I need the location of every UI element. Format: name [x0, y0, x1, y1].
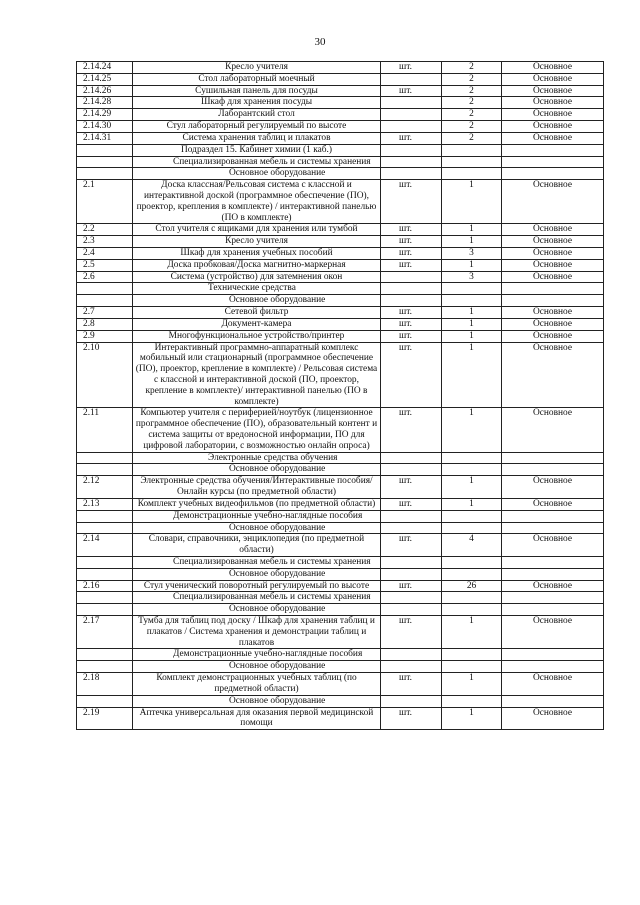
- item-type: Основное: [502, 318, 604, 330]
- item-quantity: 3: [442, 248, 502, 260]
- item-type: Основное: [502, 707, 604, 730]
- item-unit: шт.: [381, 132, 442, 144]
- empty-cell: [442, 144, 502, 156]
- item-name: Комплект демонстрационных учебных таблиц (по предметной области): [133, 673, 381, 696]
- item-unit: шт.: [381, 259, 442, 271]
- item-type: Основное: [502, 85, 604, 97]
- category-heading-text: Основное оборудование: [133, 295, 381, 307]
- group-heading-row: [77, 592, 604, 604]
- item-unit: шт.: [381, 476, 442, 499]
- group-heading-text: Специализированная мебель и системы хранения: [133, 592, 381, 604]
- group-heading-text: Технические средства: [133, 283, 381, 295]
- section-heading-text: Подраздел 15. Кабинет химии (1 каб.): [133, 144, 381, 156]
- table-row: [77, 85, 604, 97]
- item-name: Стол учителя с ящиками для хранения или тумбой: [133, 224, 381, 236]
- empty-cell: [442, 695, 502, 707]
- item-unit: [381, 109, 442, 121]
- item-name: Интерактивный программно-аппаратный комплекс мобильный или стационарный (программное обеспечение (ПО), проектор, крепление в комплекте) / Рельсовая система с классной и интерактивной доской (ПО, проектор, крепление в комплекте)/ интерактивной панелью (ПО в комплекте): [133, 342, 381, 408]
- empty-cell: [442, 283, 502, 295]
- empty-cell: [381, 604, 442, 616]
- empty-cell: [381, 510, 442, 522]
- item-name: Шкаф для хранения посуды: [133, 97, 381, 109]
- item-name: Стол лабораторный моечный: [133, 73, 381, 85]
- category-heading-row: [77, 661, 604, 673]
- group-heading-row: [77, 156, 604, 168]
- item-type: Основное: [502, 498, 604, 510]
- item-unit: [381, 73, 442, 85]
- item-quantity: 1: [442, 180, 502, 224]
- item-name: Компьютер учителя с периферией/ноутбук (лицензионное программное обеспечение (ПО), образовательный контент и система защиты от вредоносной информации, ПО для цифровой лаборатории, с возможностью онлайн опроса): [133, 408, 381, 452]
- item-type: Основное: [502, 109, 604, 121]
- item-name: Стул ученический поворотный регулируемый по высоте: [133, 580, 381, 592]
- empty-cell: [502, 452, 604, 464]
- item-type: Основное: [502, 307, 604, 319]
- item-unit: шт.: [381, 307, 442, 319]
- empty-cell: [77, 556, 133, 568]
- item-name: Кресло учителя: [133, 62, 381, 74]
- item-number: 2.11: [77, 408, 133, 452]
- item-unit: шт.: [381, 342, 442, 408]
- page-number: 30: [314, 36, 326, 48]
- item-name: Многофункциональное устройство/принтер: [133, 330, 381, 342]
- empty-cell: [77, 604, 133, 616]
- item-name: Сетевой фильтр: [133, 307, 381, 319]
- empty-cell: [381, 695, 442, 707]
- empty-cell: [502, 604, 604, 616]
- empty-cell: [381, 452, 442, 464]
- item-quantity: 1: [442, 224, 502, 236]
- item-name: Тумба для таблиц под доску / Шкаф для хранения таблиц и плакатов / Система хранения и демонстрации таблиц и плакатов: [133, 616, 381, 649]
- item-unit: шт.: [381, 318, 442, 330]
- empty-cell: [77, 568, 133, 580]
- empty-cell: [381, 592, 442, 604]
- item-number: 2.12: [77, 476, 133, 499]
- empty-cell: [77, 464, 133, 476]
- group-heading-row: [77, 649, 604, 661]
- item-number: 2.19: [77, 707, 133, 730]
- empty-cell: [502, 556, 604, 568]
- item-quantity: 1: [442, 498, 502, 510]
- item-quantity: 26: [442, 580, 502, 592]
- group-heading-row: [77, 510, 604, 522]
- empty-cell: [502, 695, 604, 707]
- item-quantity: 2: [442, 121, 502, 133]
- item-unit: шт.: [381, 236, 442, 248]
- table-row: [77, 109, 604, 121]
- category-heading-row: [77, 522, 604, 534]
- section-heading-row: [77, 144, 604, 156]
- table-row: [77, 97, 604, 109]
- item-name: Лаборантский стол: [133, 109, 381, 121]
- item-quantity: 2: [442, 73, 502, 85]
- item-type: Основное: [502, 534, 604, 557]
- item-quantity: 1: [442, 616, 502, 649]
- table-row: [77, 73, 604, 85]
- empty-cell: [442, 295, 502, 307]
- table-row: [77, 498, 604, 510]
- category-heading-row: [77, 695, 604, 707]
- item-unit: шт.: [381, 534, 442, 557]
- equipment-table: [76, 61, 604, 730]
- item-type: Основное: [502, 330, 604, 342]
- table-row: [77, 259, 604, 271]
- item-name: Доска пробковая/Доска магнитно-маркерная: [133, 259, 381, 271]
- item-type: Основное: [502, 580, 604, 592]
- empty-cell: [442, 156, 502, 168]
- empty-cell: [442, 592, 502, 604]
- empty-cell: [381, 568, 442, 580]
- item-type: Основное: [502, 97, 604, 109]
- table-row: [77, 707, 604, 730]
- item-name: Документ-камера: [133, 318, 381, 330]
- item-type: Основное: [502, 673, 604, 696]
- table-row: [77, 248, 604, 260]
- group-heading-text: Электронные средства обучения: [133, 452, 381, 464]
- empty-cell: [502, 464, 604, 476]
- item-unit: шт.: [381, 616, 442, 649]
- item-quantity: 1: [442, 673, 502, 696]
- empty-cell: [381, 464, 442, 476]
- item-unit: шт.: [381, 673, 442, 696]
- category-heading-text: Основное оборудование: [133, 661, 381, 673]
- item-quantity: 3: [442, 271, 502, 283]
- empty-cell: [502, 283, 604, 295]
- item-type: Основное: [502, 408, 604, 452]
- category-heading-row: [77, 295, 604, 307]
- item-number: 2.14.25: [77, 73, 133, 85]
- item-quantity: 1: [442, 707, 502, 730]
- item-type: Основное: [502, 224, 604, 236]
- item-quantity: 4: [442, 534, 502, 557]
- category-heading-text: Основное оборудование: [133, 522, 381, 534]
- item-quantity: 2: [442, 109, 502, 121]
- empty-cell: [442, 661, 502, 673]
- empty-cell: [502, 661, 604, 673]
- empty-cell: [502, 295, 604, 307]
- item-unit: шт.: [381, 62, 442, 74]
- table-row: [77, 580, 604, 592]
- empty-cell: [502, 144, 604, 156]
- item-type: Основное: [502, 248, 604, 260]
- table-body: [77, 62, 604, 730]
- item-name: Система (устройство) для затемнения окон: [133, 271, 381, 283]
- table-row: [77, 307, 604, 319]
- item-unit: шт.: [381, 498, 442, 510]
- category-heading-row: [77, 568, 604, 580]
- item-unit: [381, 271, 442, 283]
- item-number: 2.16: [77, 580, 133, 592]
- table-row: [77, 62, 604, 74]
- table-row: [77, 236, 604, 248]
- empty-cell: [502, 568, 604, 580]
- item-name: Кресло учителя: [133, 236, 381, 248]
- item-name: Словари, справочники, энциклопедия (по предметной области): [133, 534, 381, 557]
- empty-cell: [442, 568, 502, 580]
- empty-cell: [502, 522, 604, 534]
- empty-cell: [442, 522, 502, 534]
- item-unit: шт.: [381, 580, 442, 592]
- group-heading-text: Специализированная мебель и системы хранения: [133, 156, 381, 168]
- item-number: 2.17: [77, 616, 133, 649]
- empty-cell: [381, 522, 442, 534]
- item-number: 2.2: [77, 224, 133, 236]
- table-row: [77, 534, 604, 557]
- empty-cell: [77, 695, 133, 707]
- category-heading-row: [77, 604, 604, 616]
- item-unit: шт.: [381, 248, 442, 260]
- item-name: Шкаф для хранения учебных пособий: [133, 248, 381, 260]
- item-name: Стул лабораторный регулируемый по высоте: [133, 121, 381, 133]
- item-type: Основное: [502, 132, 604, 144]
- item-unit: шт.: [381, 85, 442, 97]
- item-number: 2.4: [77, 248, 133, 260]
- item-number: 2.7: [77, 307, 133, 319]
- empty-cell: [442, 452, 502, 464]
- empty-cell: [381, 168, 442, 180]
- table-row: [77, 330, 604, 342]
- item-name: Электронные средства обучения/Интерактивные пособия/Онлайн курсы (по предметной области): [133, 476, 381, 499]
- group-heading-text: Демонстрационные учебно-наглядные пособия: [133, 649, 381, 661]
- empty-cell: [77, 156, 133, 168]
- item-number: 2.13: [77, 498, 133, 510]
- category-heading-text: Основное оборудование: [133, 695, 381, 707]
- item-unit: шт.: [381, 330, 442, 342]
- item-quantity: 1: [442, 318, 502, 330]
- group-heading-text: Демонстрационные учебно-наглядные пособия: [133, 510, 381, 522]
- item-name: Комплект учебных видеофильмов (по предметной области): [133, 498, 381, 510]
- item-number: 2.8: [77, 318, 133, 330]
- item-unit: шт.: [381, 707, 442, 730]
- empty-cell: [502, 510, 604, 522]
- item-number: 2.18: [77, 673, 133, 696]
- empty-cell: [77, 592, 133, 604]
- empty-cell: [77, 522, 133, 534]
- empty-cell: [442, 510, 502, 522]
- table-row: [77, 224, 604, 236]
- empty-cell: [502, 592, 604, 604]
- item-name: Доска классная/Рельсовая система с классной и интерактивной доской (программное обеспечение (ПО), проектор, крепления в комплекте) / интерактивной панелью (ПО в комплекте): [133, 180, 381, 224]
- empty-cell: [77, 510, 133, 522]
- item-name: Сушильная панель для посуды: [133, 85, 381, 97]
- item-quantity: 1: [442, 342, 502, 408]
- item-quantity: 1: [442, 236, 502, 248]
- item-quantity: 1: [442, 259, 502, 271]
- empty-cell: [442, 604, 502, 616]
- group-heading-row: [77, 556, 604, 568]
- item-type: Основное: [502, 259, 604, 271]
- empty-cell: [442, 649, 502, 661]
- table-row: [77, 180, 604, 224]
- item-type: Основное: [502, 62, 604, 74]
- item-number: 2.6: [77, 271, 133, 283]
- table-row: [77, 271, 604, 283]
- item-name: Система хранения таблиц и плакатов: [133, 132, 381, 144]
- empty-cell: [77, 649, 133, 661]
- item-quantity: 1: [442, 408, 502, 452]
- category-heading-row: [77, 168, 604, 180]
- empty-cell: [381, 283, 442, 295]
- item-type: Основное: [502, 121, 604, 133]
- item-quantity: 2: [442, 132, 502, 144]
- table-row: [77, 121, 604, 133]
- empty-cell: [502, 168, 604, 180]
- item-number: 2.14.28: [77, 97, 133, 109]
- item-number: 2.14.31: [77, 132, 133, 144]
- empty-cell: [77, 283, 133, 295]
- item-type: Основное: [502, 616, 604, 649]
- empty-cell: [77, 168, 133, 180]
- item-name: Аптечка универсальная для оказания первой медицинской помощи: [133, 707, 381, 730]
- table-row: [77, 318, 604, 330]
- item-number: 2.10: [77, 342, 133, 408]
- empty-cell: [442, 168, 502, 180]
- empty-cell: [77, 144, 133, 156]
- empty-cell: [381, 156, 442, 168]
- empty-cell: [502, 649, 604, 661]
- empty-cell: [77, 295, 133, 307]
- item-quantity: 1: [442, 476, 502, 499]
- empty-cell: [442, 556, 502, 568]
- item-number: 2.14.29: [77, 109, 133, 121]
- item-number: 2.5: [77, 259, 133, 271]
- item-type: Основное: [502, 236, 604, 248]
- category-heading-text: Основное оборудование: [133, 604, 381, 616]
- group-heading-text: Специализированная мебель и системы хранения: [133, 556, 381, 568]
- category-heading-text: Основное оборудование: [133, 568, 381, 580]
- item-number: 2.3: [77, 236, 133, 248]
- empty-cell: [381, 556, 442, 568]
- table-row: [77, 342, 604, 408]
- empty-cell: [442, 464, 502, 476]
- item-quantity: 2: [442, 97, 502, 109]
- category-heading-row: [77, 464, 604, 476]
- item-quantity: 2: [442, 85, 502, 97]
- empty-cell: [381, 649, 442, 661]
- item-quantity: 1: [442, 307, 502, 319]
- empty-cell: [77, 661, 133, 673]
- empty-cell: [502, 156, 604, 168]
- item-type: Основное: [502, 342, 604, 408]
- item-number: 2.14.30: [77, 121, 133, 133]
- empty-cell: [381, 144, 442, 156]
- category-heading-text: Основное оборудование: [133, 464, 381, 476]
- table-row: [77, 132, 604, 144]
- empty-cell: [77, 452, 133, 464]
- empty-cell: [381, 295, 442, 307]
- item-number: 2.9: [77, 330, 133, 342]
- item-type: Основное: [502, 180, 604, 224]
- table-row: [77, 476, 604, 499]
- item-type: Основное: [502, 271, 604, 283]
- item-quantity: 1: [442, 330, 502, 342]
- item-number: 2.14: [77, 534, 133, 557]
- item-number: 2.14.26: [77, 85, 133, 97]
- item-quantity: 2: [442, 62, 502, 74]
- item-unit: шт.: [381, 224, 442, 236]
- table-row: [77, 408, 604, 452]
- table-row: [77, 673, 604, 696]
- item-number: 2.14.24: [77, 62, 133, 74]
- table-row: [77, 616, 604, 649]
- item-unit: шт.: [381, 408, 442, 452]
- category-heading-text: Основное оборудование: [133, 168, 381, 180]
- item-type: Основное: [502, 476, 604, 499]
- item-unit: [381, 97, 442, 109]
- empty-cell: [381, 661, 442, 673]
- item-unit: шт.: [381, 180, 442, 224]
- group-heading-row: [77, 452, 604, 464]
- item-number: 2.1: [77, 180, 133, 224]
- item-type: Основное: [502, 73, 604, 85]
- group-heading-row: [77, 283, 604, 295]
- item-unit: [381, 121, 442, 133]
